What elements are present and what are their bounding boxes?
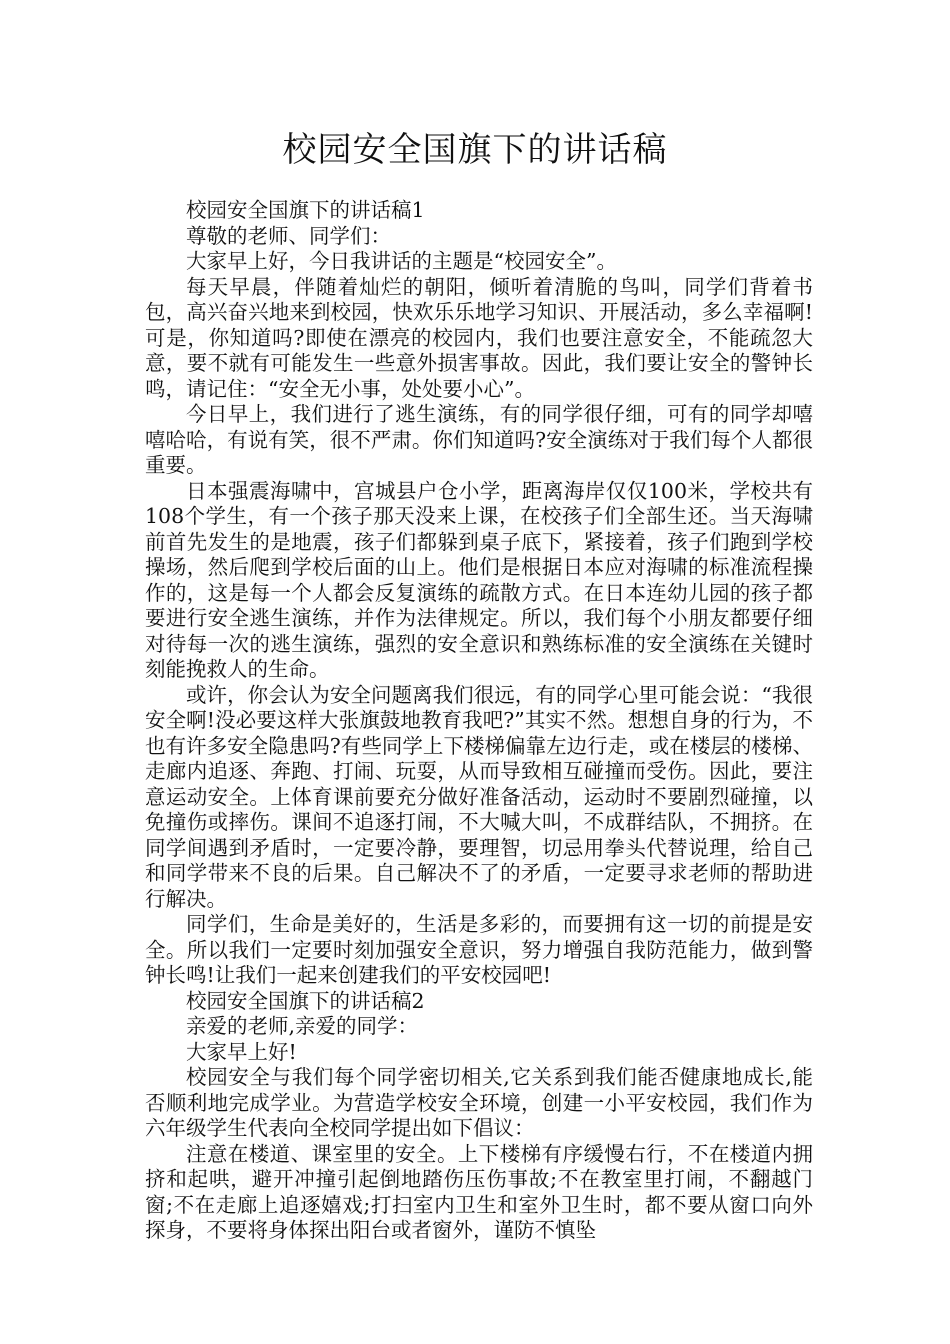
paragraph-text: 每天早晨，伴随着灿烂的朝阳，倾听着清脆的鸟叫，同学们背着书包，高兴奋兴地来到校园，快欢乐乐地学习知识、开展活动，多么幸福啊!可是，你知道吗?即使在漂亮的校园内，我们也要注意安全，不能疏忽大意，要不就有可能发生一些意外损害事故。因此，我们要让安全的警钟长鸣，请记住：“安全无小事，处处要小心”。 bbox=[145, 274, 813, 401]
paragraph-text: 或许，你会认为安全问题离我们很远，有的同学心里可能会说：“我很安全啊!没必要这样大张旗鼓地教育我吧?”其实不然。想想自身的行为，不也有许多安全隐患吗?有些同学上下楼梯偏靠左边行走，或在楼层的楼梯、走廊内追逐、奔跑、打闹、玩耍，从而导致相互碰撞而受伤。因此，要注意运动安全。上体育课前要充分做好准备活动，运动时不要剧烈碰撞，以免撞伤或摔伤。课间不追逐打闹，不大喊大叫，不成群结队，不拥挤。在同学间遇到矛盾时，一定要冷静，要理智，切忌用拳头代替说理，给自己和同学带来不良的后果。自己解决不了的矛盾，一定要寻求老师的帮助进行解决。 bbox=[145, 682, 813, 911]
paragraph-salutation-1: 尊敬的老师、同学们： bbox=[186, 223, 391, 248]
paragraph-text: 今日早上，我们进行了逃生演练，有的同学很仔细，可有的同学却嘻嘻哈哈，有说有笑，很不严肃。你们知道吗?安全演练对于我们每个人都很重要。 bbox=[145, 402, 813, 477]
paragraph-salutation-2: 亲爱的老师,亲爱的同学： bbox=[186, 1014, 419, 1038]
paragraph-text: 日本强震海啸中，宫城县户仓小学，距离海岸仅仅100米，学校共有108个学生，有一个孩子那天没来上课，在校孩子们全部生还。当天海啸前首先发生的是地震，孩子们都躲到桌子底下，紧接着，孩子们跑到学校操场，然后爬到学校后面的山上。他们是根据日本应对海啸的标准流程操作的，这是每一个人都会反复演练的疏散方式。在日本连幼儿园的孩子都要进行安全逃生演练，并作为法律规定。所以，我们每个小朋友都要仔细对待每一次的逃生演练，强烈的安全意识和熟练标准的安全演练在关键时刻能挽救人的生命。 bbox=[145, 478, 813, 681]
paragraph-text: 注意在楼道、课室里的安全。上下楼梯有序缓慢右行，不在楼道内拥挤和起哄，避开冲撞引起倒地踏伤压伤事故;不在教室里打闹，不翻越门窗;不在走廊上追逐嬉戏;打扫室内卫生和室外卫生时，都不要从窗口向外探身，不要将身体探出阳台或者窗外，谨防不慎坠 bbox=[145, 1141, 813, 1242]
paragraph-subtitle-2: 校园安全国旗下的讲话稿2 bbox=[186, 988, 425, 1013]
paragraph-greeting-1: 大家早上好，今日我讲话的主题是“校园安全”。 bbox=[186, 249, 617, 273]
document-body bbox=[145, 198, 813, 1244]
paragraph-text: 同学们，生命是美好的，生活是多彩的，而要拥有这一切的前提是安全。所以我们一定要时刻加强安全意识，努力增强自我防范能力，做到警钟长鸣!让我们一起来创建我们的平安校园吧! bbox=[145, 912, 813, 987]
paragraph-subtitle-1: 校园安全国旗下的讲话稿1 bbox=[186, 198, 425, 222]
document-title: 校园安全国旗下的讲话稿 bbox=[282, 130, 668, 170]
paragraph-greeting-2: 大家早上好! bbox=[186, 1039, 297, 1064]
paragraph-text: 校园安全与我们每个同学密切相关,它关系到我们能否健康地成长,能否顺利地完成学业。为营造学校安全环境，创建一小平安校园，我们作为六年级学生代表向全校同学提出如下倡议： bbox=[145, 1065, 813, 1140]
